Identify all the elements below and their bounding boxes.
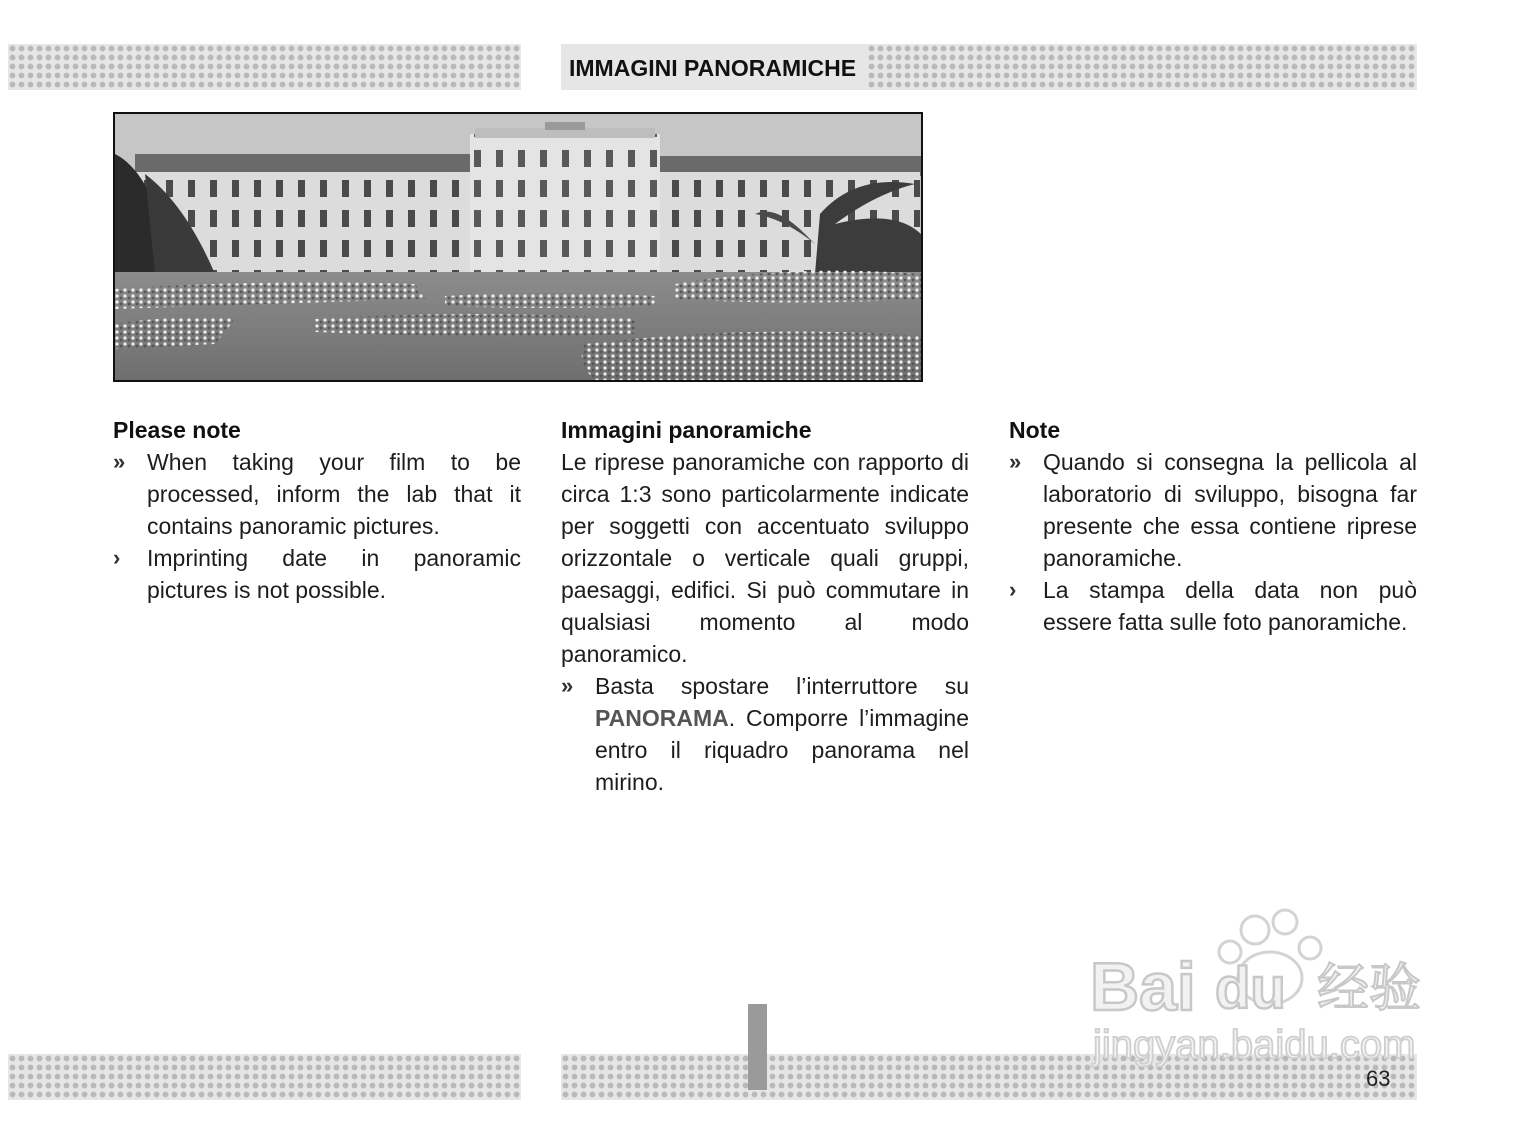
left-note-item-1 bbox=[113, 446, 521, 542]
svg-text:经验: 经验 bbox=[1317, 959, 1422, 1019]
baidu-watermark-logo bbox=[1085, 900, 1445, 1070]
page-title: IMMAGINI PANORAMICHE bbox=[561, 44, 866, 90]
left-note-item-2 bbox=[113, 542, 521, 606]
double-chevron-icon: » bbox=[1009, 449, 1022, 474]
left-heading: Please note bbox=[113, 417, 241, 443]
middle-instruction-text-after: . Comporre l’immagine entro il riquadro panorama nel mirino. bbox=[595, 705, 969, 795]
single-chevron-icon: › bbox=[1009, 577, 1017, 602]
middle-paragraph: Le riprese panoramiche con rapporto di circa 1:3 sono particolarmente indicate per soggetti con accentuato sviluppo orizzontale o verticale quali gruppi, paesaggi, edifici. Si può commutare in qualsiasi momento al modo panoramico. bbox=[561, 449, 969, 667]
panorama-keyword: PANORAMA bbox=[595, 705, 729, 731]
left-note-item-1-text: When taking your film to be processed, inform the lab that it contains panoramic pictures. bbox=[147, 449, 521, 539]
column-left bbox=[113, 414, 521, 606]
single-chevron-icon: › bbox=[113, 545, 121, 570]
svg-text:jingyan.baidu.com: jingyan.baidu.com bbox=[1093, 1023, 1416, 1067]
middle-instruction-text-before: Basta spostare l’interruttore su bbox=[595, 673, 969, 699]
right-heading: Note bbox=[1009, 417, 1061, 443]
footer-dot-band-left bbox=[8, 1054, 521, 1100]
middle-heading: Immagini panoramiche bbox=[561, 417, 812, 443]
right-note-item-2 bbox=[1009, 574, 1417, 638]
page-number: 63 bbox=[1366, 1066, 1391, 1091]
header-dot-band-left bbox=[8, 44, 521, 90]
svg-text:Bai: Bai bbox=[1090, 949, 1196, 1025]
double-chevron-icon: » bbox=[561, 673, 574, 698]
right-note-item-1 bbox=[1009, 446, 1417, 574]
right-note-item-1-text: Quando si consegna la pellicola al laboratorio di sviluppo, bisogna far presente che essa contiene riprese panoramiche. bbox=[1043, 449, 1417, 571]
column-middle bbox=[561, 414, 969, 798]
panoramic-photo bbox=[113, 112, 923, 382]
right-note-item-2-text: La stampa della data non può essere fatta sulle foto panoramiche. bbox=[1043, 577, 1417, 635]
center-divider-bar bbox=[748, 1004, 767, 1090]
column-right bbox=[1009, 414, 1417, 638]
svg-text:du: du bbox=[1215, 956, 1286, 1021]
left-note-item-2-text: Imprinting date in panoramic pictures is not possible. bbox=[147, 545, 521, 603]
middle-instruction-item bbox=[561, 670, 969, 798]
double-chevron-icon: » bbox=[113, 449, 126, 474]
